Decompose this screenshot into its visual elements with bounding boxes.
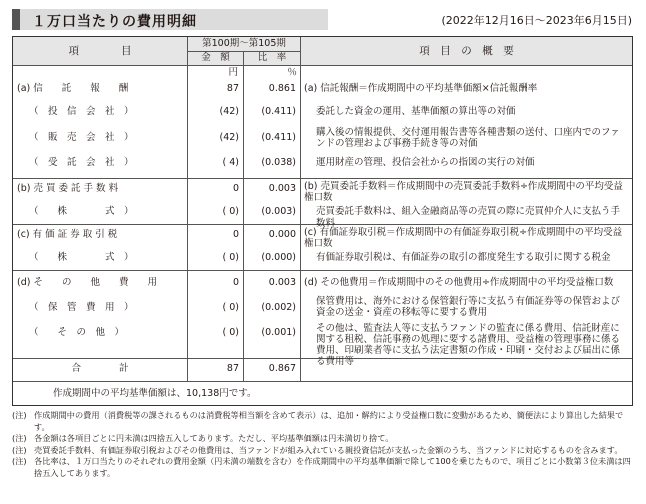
row-desc: 委託した資金の運用、基準価額の算出等の対価: [316, 106, 516, 117]
row-desc: 有価証券取引税は、有価証券の取引の都度発生する取引に関する税金: [316, 252, 611, 263]
footnote-text: 各比率は、１万口当たりのそれぞれの費用金額（円未満の端数を含む）を作成期間中の平均基準価額で除して100を乗じたもので、項目ごとに小数第３位未満は四捨五入してあります。: [34, 456, 631, 478]
row-desc: 保管費用は、海外における保管銀行等に支払う有価証券等の保管および資金の送金・資産の移転等に要する費用: [316, 296, 621, 318]
row-desc: 購入後の情報提供、交付運用報告書等各種書類の送付、口座内でのファンドの管理および事務手続き等の対価: [316, 127, 620, 149]
row-desc: 売買委託手数料は、組入金融商品等の売買の際に売買仲介人に支払う手数料: [316, 206, 621, 229]
row-ratio: (0.000): [261, 252, 296, 263]
row-label: （ 投 信 会 社 ）: [29, 106, 134, 117]
row-ratio: 0.003: [268, 277, 296, 288]
period-range: (2022年12月16日～2023年6月15日): [441, 14, 632, 27]
row-amount: ( 0): [222, 327, 239, 338]
row-desc: その他は、監査法人等に支払うファンドの監査に係る費用、信託財産に関する租税、信託事務の処理に要する諸費用、受益権の管理事務に係る費用、印刷業者等に支払う法定書類の作成・印刷・交付および届出に係る費用等: [316, 323, 621, 367]
footnote: [12, 445, 633, 457]
row-ratio: 0.861: [268, 83, 296, 94]
row-divider: [13, 65, 632, 66]
footnote-mark: (注): [12, 410, 27, 420]
row-divider: [13, 381, 632, 382]
header-period-range: 第100期～第105期: [202, 38, 286, 49]
row-divider: [13, 270, 632, 271]
row-amount: ( 0): [222, 252, 239, 263]
row-label: (c) 有 価 証 券 取 引 税: [17, 229, 118, 240]
row-desc: (b) 売買委託手数料＝作成期間中の売買委託手数料÷作成期間中の平均受益権口数: [304, 181, 623, 203]
footnotes: [12, 410, 633, 479]
footnote: [12, 410, 633, 433]
row-ratio: (0.411): [261, 132, 296, 143]
row-label: （ 保 管 費 用 ）: [29, 302, 134, 313]
row-ratio: 0.000: [268, 229, 296, 240]
row-label: （ そ の 他 ）: [29, 327, 125, 338]
footnote-mark: (注): [12, 433, 27, 443]
col-divider: [300, 37, 301, 381]
row-label: （ 販 売 会 社 ）: [29, 132, 134, 143]
row-divider: [13, 178, 632, 179]
section-title: １万口当たりの費用明細: [32, 14, 197, 30]
row-amount: ( 0): [222, 206, 239, 217]
row-desc: (a) 信託報酬＝作成期間中の平均基準価額×信託報酬率: [304, 83, 538, 94]
cost-table: [12, 36, 633, 406]
row-amount: (42): [219, 106, 239, 117]
row-label: （ 株 式 ）: [29, 252, 134, 263]
row-amount: 87: [226, 83, 239, 94]
footnote-mark: (注): [12, 456, 27, 466]
row-ratio: 0.003: [268, 183, 296, 194]
row-label: (a) 信 託 報 酬: [17, 83, 129, 94]
footnote-text: 各金額は各項目ごとに円未満は四捨五入してあります。ただし、平均基準価額は円未満切り捨て。: [34, 433, 394, 443]
row-desc: (c) 有価証券取引税＝作成期間中の有価証券取引税÷作成期間中の平均受益権口数: [304, 227, 623, 249]
total-ratio: 0.867: [268, 363, 296, 374]
total-label: 合 計: [71, 363, 129, 374]
footnote-mark: (注): [12, 444, 27, 455]
row-amount: ( 0): [222, 302, 239, 313]
row-ratio: (0.002): [261, 302, 296, 313]
row-label: （ 受 託 会 社 ）: [29, 157, 134, 168]
row-ratio: (0.001): [261, 327, 296, 338]
row-amount: (42): [219, 132, 239, 143]
row-amount: ( 4): [222, 157, 239, 168]
footnote: [12, 456, 633, 479]
row-amount: 0: [232, 277, 239, 288]
header-item: 項 目: [68, 45, 132, 57]
row-ratio: (0.038): [261, 157, 296, 168]
unit-yen: 円: [228, 67, 238, 78]
footnote: [12, 433, 633, 445]
row-desc: 運用財産の管理、投信会社からの指図の実行の対価: [316, 157, 535, 168]
unit-percent: ％: [287, 67, 297, 78]
row-label: (b) 売 買 委 託 手 数 料: [17, 183, 119, 194]
row-ratio: (0.411): [261, 106, 296, 117]
header-ratio: 比 率: [257, 52, 287, 63]
header-overview: 項 目 の 概 要: [419, 45, 514, 57]
footnote-text: 売買委託手数料、有価証券取引税およびその他費用は、当ファンドが組み入れている親投資信託が支払った金額のうち、当ファンドに対応するものを含みます。: [34, 444, 623, 455]
row-amount: 0: [232, 229, 239, 240]
row-desc: (d) その他費用＝作成期間中のその他費用÷作成期間中の平均受益権口数: [304, 277, 614, 288]
footnote-text: 作成期間中の費用（消費税等の課されるものは消費税等相当額を含めて表示）は、追加・解約により受益権口数に変動があるため、簡便法により算出した結果です。: [34, 410, 624, 432]
total-amount: 87: [226, 363, 239, 374]
section-title-bar: [12, 9, 328, 30]
row-amount: 0: [232, 183, 239, 194]
average-nav-note: 作成期間中の平均基準価額は、10,138円です。: [53, 388, 257, 399]
header-amount: 金 額: [201, 52, 230, 63]
row-label: （ 株 式 ）: [29, 206, 134, 217]
row-label: (d) そ の 他 費 用: [17, 277, 157, 288]
row-ratio: (0.003): [261, 206, 296, 217]
